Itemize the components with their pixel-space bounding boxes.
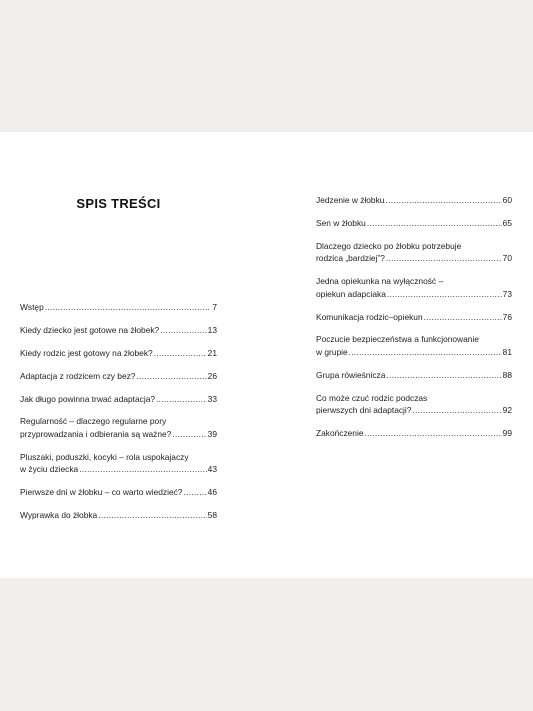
toc-entry-text: Wyprawka do żłobka bbox=[20, 510, 98, 521]
toc-leader-dots bbox=[365, 427, 502, 440]
toc-entry-text-line1: Regularność – dlaczego regularne pory bbox=[20, 416, 167, 427]
toc-page-number: 60 bbox=[502, 195, 512, 205]
toc-entry-text: Jedzenie w żłobku bbox=[316, 195, 385, 205]
toc-entry bbox=[316, 392, 512, 417]
toc-entry-text: rodzica „bardziej”? bbox=[316, 253, 385, 264]
toc-leader-dots bbox=[79, 463, 206, 476]
toc-entry bbox=[20, 324, 217, 337]
toc-entry bbox=[20, 347, 217, 360]
toc-page-number: 7 bbox=[212, 302, 217, 312]
toc-page-number: 73 bbox=[502, 288, 512, 299]
toc-left-column bbox=[20, 301, 217, 532]
toc-entry-text-line1: Pluszaki, poduszki, kocyki – rola uspokajaczy bbox=[20, 451, 189, 462]
toc-page-number: 13 bbox=[207, 324, 217, 335]
toc-page-number: 70 bbox=[502, 253, 512, 264]
toc-entry-text: Grupa rówieśnicza bbox=[316, 369, 386, 380]
toc-right-column bbox=[316, 194, 512, 450]
toc-page-number: 92 bbox=[502, 405, 512, 416]
toc-entry bbox=[20, 393, 217, 406]
toc-leader-dots bbox=[386, 369, 501, 382]
toc-entry bbox=[316, 240, 512, 265]
toc-page-number: 76 bbox=[502, 311, 512, 322]
toc-entry bbox=[316, 275, 512, 300]
toc-entry bbox=[316, 311, 512, 324]
toc-entry-text-line1: Dlaczego dziecko po żłobku potrzebuje bbox=[316, 240, 462, 251]
toc-leader-dots bbox=[386, 252, 502, 265]
toc-entry bbox=[20, 451, 217, 476]
toc-page-number: 65 bbox=[502, 217, 512, 228]
toc-page-number: 46 bbox=[207, 487, 217, 498]
toc-entry-text: przyprowadzania i odbierania są ważne? bbox=[20, 428, 172, 439]
toc-entry-text-line1: Poczucie bezpieczeństwa a funkcjonowanie bbox=[316, 334, 479, 345]
toc-page-number: 99 bbox=[502, 428, 512, 439]
toc-leader-dots bbox=[387, 288, 502, 301]
toc-entry bbox=[20, 370, 217, 383]
toc-page-number: 58 bbox=[207, 510, 217, 521]
toc-entry-text: Adaptacja z rodzicem czy bez? bbox=[20, 370, 136, 381]
toc-page-number: 43 bbox=[207, 464, 217, 475]
book-spread bbox=[0, 132, 533, 578]
toc-entry-text: Komunikacja rodzic–opiekun bbox=[316, 311, 423, 322]
toc-leader-dots bbox=[45, 301, 212, 314]
toc-leader-dots bbox=[156, 393, 207, 406]
toc-entry-text: Sen w żłobku bbox=[316, 217, 366, 228]
toc-entry-text: Wstęp bbox=[20, 302, 44, 312]
toc-leader-dots bbox=[160, 324, 206, 337]
toc-title: SPIS TREŚCI bbox=[76, 196, 161, 211]
toc-entry-text: pierwszych dni adaptacji? bbox=[316, 405, 412, 416]
toc-leader-dots bbox=[349, 346, 502, 359]
toc-leader-dots bbox=[136, 370, 206, 383]
toc-entry bbox=[20, 509, 217, 522]
toc-leader-dots bbox=[154, 347, 207, 360]
toc-entry bbox=[316, 369, 512, 382]
toc-leader-dots bbox=[385, 194, 501, 207]
toc-page-number: 21 bbox=[207, 347, 217, 358]
toc-leader-dots bbox=[183, 486, 206, 499]
toc-page-number: 39 bbox=[207, 428, 217, 439]
toc-leader-dots bbox=[412, 404, 501, 417]
toc-entry bbox=[20, 301, 217, 314]
toc-entry bbox=[20, 415, 217, 440]
toc-entry bbox=[316, 217, 512, 230]
toc-entry-text: w życiu dziecka bbox=[20, 464, 79, 475]
toc-page-number: 33 bbox=[207, 393, 217, 404]
toc-entry bbox=[20, 486, 217, 499]
toc-leader-dots bbox=[98, 509, 206, 522]
toc-page-number: 26 bbox=[207, 370, 217, 381]
toc-entry-text: Jak długo powinna trwać adaptacja? bbox=[20, 393, 156, 404]
toc-entry-text-line1: Co może czuć rodzic podczas bbox=[316, 392, 428, 403]
toc-entry-text: Zakończenie bbox=[316, 428, 364, 439]
toc-leader-dots bbox=[367, 217, 502, 230]
toc-entry-text: Kiedy dziecko jest gotowe na żłobek? bbox=[20, 324, 160, 335]
toc-page-number: 81 bbox=[502, 346, 512, 357]
toc-entry bbox=[316, 427, 512, 440]
toc-entry-text: Kiedy rodzic jest gotowy na żłobek? bbox=[20, 347, 153, 358]
toc-entry bbox=[316, 333, 512, 358]
toc-page-number: 88 bbox=[502, 369, 512, 380]
toc-leader-dots bbox=[172, 428, 206, 441]
toc-entry-text: opiekun adapciaka bbox=[316, 288, 386, 299]
toc-entry-text: Pierwsze dni w żłobku – co warto wiedzieć? bbox=[20, 487, 183, 498]
toc-entry-text: w grupie bbox=[316, 346, 348, 357]
toc-leader-dots bbox=[424, 311, 502, 324]
toc-entry bbox=[316, 194, 512, 207]
toc-entry-text-line1: Jedna opiekunka na wyłączność – bbox=[316, 276, 444, 287]
